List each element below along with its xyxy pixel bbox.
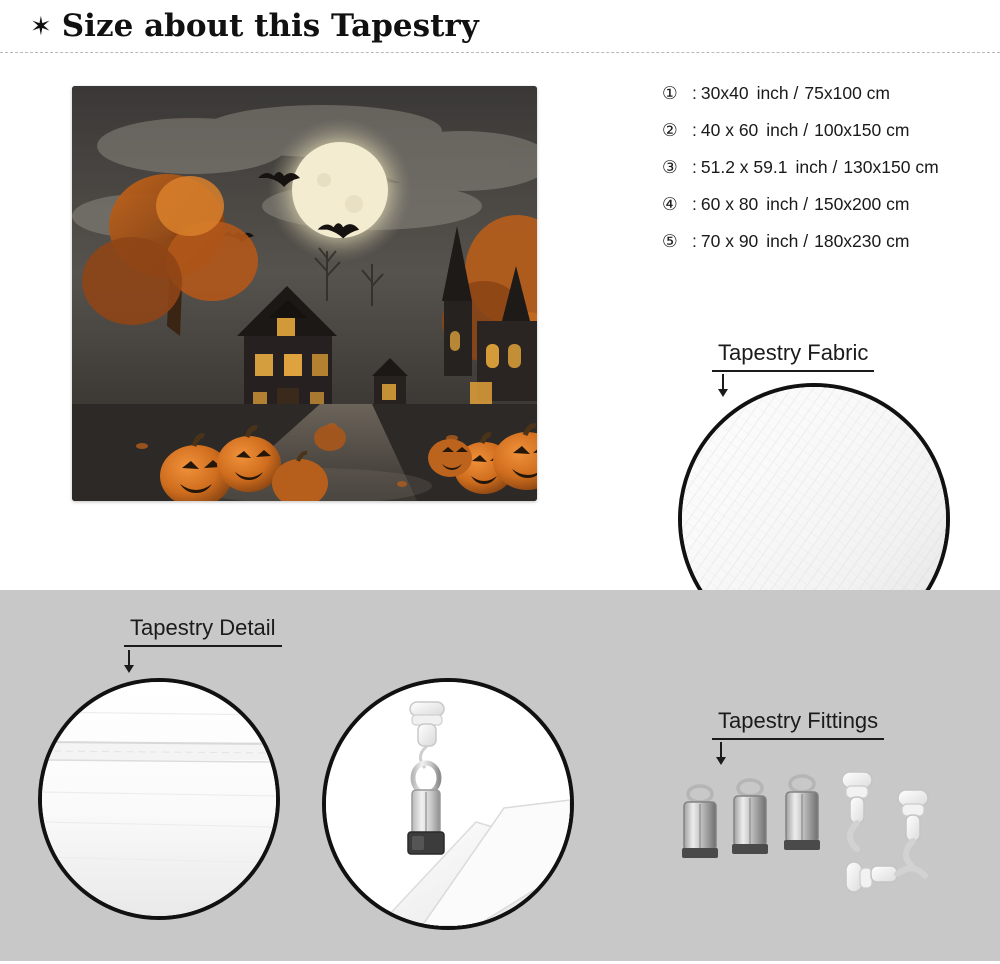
- tapestry-product-image: [72, 86, 537, 501]
- size-index: ①: [662, 83, 678, 103]
- wall-hook-icon: [846, 862, 925, 892]
- size-imperial-value: 40 x 60: [700, 120, 759, 140]
- size-index: ④: [662, 194, 678, 214]
- size-colon: :: [692, 194, 697, 214]
- size-row: [662, 194, 982, 231]
- wall-hook-icon: [842, 772, 872, 849]
- size-index: ②: [662, 120, 678, 140]
- size-unit: inch /: [756, 83, 799, 103]
- tapestry-image-container: [72, 86, 537, 501]
- metal-clip-icon: [408, 790, 444, 854]
- size-imperial-value: 51.2 x 59.1: [700, 157, 788, 177]
- wall-hook-icon: [898, 790, 928, 867]
- fabric-caption-label: Tapestry Fabric: [712, 340, 874, 372]
- fabric-caption-arrow: [722, 374, 724, 390]
- size-metric-value: 100x150 cm: [814, 120, 910, 140]
- size-list: [662, 83, 982, 268]
- detail-caption-arrow: [128, 650, 130, 666]
- fittings-caption-label: Tapestry Fittings: [712, 708, 884, 740]
- size-metric-value: 75x100 cm: [804, 83, 890, 103]
- tapestry-hem-closeup-circle: [38, 678, 280, 920]
- size-row: [662, 231, 982, 268]
- detail-caption: [124, 615, 282, 647]
- size-imperial-value: 60 x 80: [700, 194, 759, 214]
- size-unit: inch /: [766, 120, 809, 140]
- page-header: [0, 0, 1000, 52]
- fittings-caption: [712, 708, 884, 740]
- fittings-illustration-group: [668, 770, 988, 910]
- metal-clip-icon: [732, 780, 768, 854]
- size-row: [662, 83, 982, 120]
- detail-caption-label: Tapestry Detail: [124, 615, 282, 647]
- tapestry-fitting-closeup-circle: [322, 678, 574, 930]
- fittings-caption-arrow: [720, 742, 722, 758]
- hem-stitching-illustration: [42, 682, 276, 916]
- page-title: Size about this Tapestry: [61, 8, 479, 44]
- clips-and-hooks-illustration: [668, 770, 988, 910]
- size-colon: :: [692, 120, 697, 140]
- fabric-caption: [712, 340, 874, 372]
- size-unit: inch /: [766, 231, 809, 251]
- star-icon: ✶: [30, 11, 52, 41]
- size-colon: :: [692, 157, 697, 177]
- size-colon: :: [692, 83, 697, 103]
- size-unit: inch /: [766, 194, 809, 214]
- size-metric-value: 150x200 cm: [814, 194, 910, 214]
- size-colon: :: [692, 231, 697, 251]
- size-metric-value: 180x230 cm: [814, 231, 910, 251]
- size-index: ③: [662, 157, 678, 177]
- size-unit: inch /: [795, 157, 838, 177]
- size-row: [662, 157, 982, 194]
- metal-clip-icon: [682, 786, 718, 858]
- size-row: [662, 120, 982, 157]
- size-imperial-value: 70 x 90: [700, 231, 759, 251]
- size-imperial-value: 30x40: [700, 83, 749, 103]
- size-index: ⑤: [662, 231, 678, 251]
- clip-and-hook-illustration: [326, 682, 570, 926]
- metal-clip-icon: [784, 776, 820, 850]
- size-metric-value: 130x150 cm: [843, 157, 939, 177]
- halloween-scene-illustration: [72, 86, 537, 501]
